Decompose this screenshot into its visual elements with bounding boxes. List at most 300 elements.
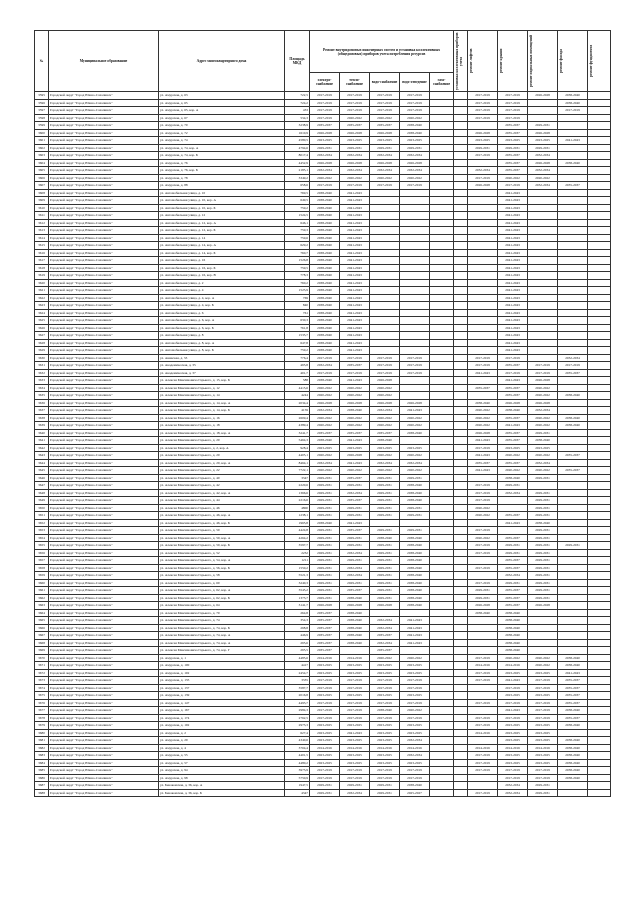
cell-sewer (400, 332, 430, 340)
cell-row-number: 3643 (35, 452, 49, 460)
table-row (35, 317, 611, 325)
cell-foundation (588, 114, 611, 122)
cell-row-number: 3660 (35, 579, 49, 587)
cell-row-number: 3598 (35, 114, 49, 122)
cell-gas (430, 639, 454, 647)
cell-water: 2038-2040 (370, 534, 400, 542)
cell-municipality: Городской округ "Город Южно-Сахалинск" (49, 714, 159, 722)
table-row (35, 699, 611, 707)
cell-sewer (400, 392, 430, 400)
cell-sewer: 2020-2022 (400, 414, 430, 422)
cell-area: 4415,6 (285, 384, 310, 392)
cell-gas (430, 174, 454, 182)
cell-facade (558, 167, 588, 175)
cell-row-number: 3664 (35, 609, 49, 617)
cell-roof: 2017-2019 (498, 774, 528, 782)
cell-roof: 2041-2043 (498, 377, 528, 385)
table-row (35, 579, 611, 587)
cell-water (370, 609, 400, 617)
cell-municipality: Городской округ "Город Южно-Сахалинск" (49, 137, 159, 145)
cell-electric: 2017-2019 (310, 714, 340, 722)
cell-facade (558, 444, 588, 452)
cell-roof: 2035-2037 (498, 167, 528, 175)
cell-gas (430, 377, 454, 385)
cell-metering (454, 534, 468, 542)
cell-metering (454, 722, 468, 730)
cell-row-number: 3657 (35, 557, 49, 565)
cell-facade (558, 339, 588, 347)
cell-metering (454, 152, 468, 160)
cell-municipality: Городской округ "Город Южно-Сахалинск" (49, 624, 159, 632)
cell-municipality: Городской округ "Город Южно-Сахалинск" (49, 557, 159, 565)
cell-heat: 2032-2034 (340, 489, 370, 497)
cell-electric: 2029-2031 (310, 542, 340, 550)
cell-metering (454, 129, 468, 137)
cell-basement: 2017-2019 (528, 714, 558, 722)
cell-address: ул. Амурская, д. 65, кор. А (159, 107, 285, 115)
cell-municipality: Городской округ "Город Южно-Сахалинск" (49, 407, 159, 415)
cell-elevator (468, 242, 498, 250)
cell-facade (558, 474, 588, 482)
cell-area: 840 (285, 302, 310, 310)
cell-heat: 2017-2019 (340, 767, 370, 775)
cell-area: 588 (285, 377, 310, 385)
cell-basement (528, 257, 558, 265)
cell-address: ул. Алексея Максимовича Горького, д. 50, кор. А (159, 534, 285, 542)
cell-sewer: 2029-2031 (400, 504, 430, 512)
cell-heat: 2023-2025 (340, 722, 370, 730)
cell-water: 2029-2031 (370, 482, 400, 490)
cell-address: ул. Бенакомская, д. 36, кор. А (159, 782, 285, 790)
cell-sewer (400, 609, 430, 617)
cell-metering (454, 767, 468, 775)
cell-water (370, 197, 400, 205)
cell-sewer: 2041-2043 (400, 407, 430, 415)
cell-address: ул. Алексея Максимовича Горького, д. 22 (159, 467, 285, 475)
cell-sewer: 2017-2019 (400, 767, 430, 775)
cell-elevator: 2017-2019 (468, 482, 498, 490)
table-row (35, 302, 611, 310)
cell-gas (430, 744, 454, 752)
cell-gas (430, 564, 454, 572)
cell-row-number: 3612 (35, 219, 49, 227)
cell-roof: 2041-2043 (498, 279, 528, 287)
cell-elevator (468, 257, 498, 265)
cell-sewer: 2038-2040 (400, 572, 430, 580)
cell-address: ул. Амурская, д. 135 (159, 677, 285, 685)
cell-gas (430, 482, 454, 490)
cell-area: 8017,4 (285, 152, 310, 160)
cell-roof (498, 527, 528, 535)
cell-heat: 2041-2043 (340, 377, 370, 385)
cell-facade: 2038-2040 (558, 414, 588, 422)
cell-electric: 2032-2034 (310, 362, 340, 370)
table-row (35, 182, 611, 190)
cell-area: 760,7 (285, 249, 310, 257)
cell-foundation (588, 512, 611, 520)
cell-basement (528, 332, 558, 340)
cell-gas (430, 279, 454, 287)
cell-roof: 2032-2034 (498, 489, 528, 497)
cell-electric: 2032-2034 (310, 407, 340, 415)
cell-foundation (588, 197, 611, 205)
cell-basement: 2029-2031 (528, 474, 558, 482)
cell-row-number: 3644 (35, 459, 49, 467)
cell-foundation (588, 774, 611, 782)
header-electric: электро-снабжение (310, 73, 340, 92)
cell-sewer (400, 234, 430, 242)
cell-municipality: Городской округ "Город Южно-Сахалинск" (49, 347, 159, 355)
cell-basement (528, 272, 558, 280)
cell-roof: 2041-2043 (498, 212, 528, 220)
cell-metering (454, 242, 468, 250)
cell-facade (558, 504, 588, 512)
cell-foundation (588, 204, 611, 212)
cell-water: 2029-2031 (370, 564, 400, 572)
cell-basement: 2020-2022 (528, 467, 558, 475)
cell-water (370, 204, 400, 212)
cell-address: ул. Алексея Максимовича Горького, д. 62, кор. Б (159, 594, 285, 602)
cell-municipality: Городской округ "Город Южно-Сахалинск" (49, 564, 159, 572)
cell-sewer (400, 212, 430, 220)
cell-foundation (588, 182, 611, 190)
cell-metering (454, 92, 468, 100)
cell-metering (454, 699, 468, 707)
cell-address: ул. Алексея Максимовича Горького, д. 58 (159, 572, 285, 580)
cell-row-number: 3676 (35, 699, 49, 707)
cell-municipality: Городской округ "Город Южно-Сахалинск" (49, 92, 159, 100)
cell-sewer: 2017-2019 (400, 354, 430, 362)
table-row (35, 339, 611, 347)
table-row (35, 429, 611, 437)
cell-basement (528, 227, 558, 235)
cell-area: 3347 (285, 474, 310, 482)
cell-metering (454, 339, 468, 347)
cell-address: ул. Автомобильная улица, д. 8 (159, 332, 285, 340)
cell-roof: 2017-2019 (498, 114, 528, 122)
cell-roof: 2041-2043 (498, 677, 528, 685)
cell-basement (528, 189, 558, 197)
cell-area: 1523,9 (285, 287, 310, 295)
cell-metering (454, 692, 468, 700)
cell-metering (454, 317, 468, 325)
cell-basement: 2017-2019 (528, 774, 558, 782)
cell-heat: 2023-2025 (340, 662, 370, 670)
cell-basement: 2029-2031 (528, 122, 558, 130)
cell-area: 534,3 (285, 114, 310, 122)
cell-foundation (588, 144, 611, 152)
table-row (35, 609, 611, 617)
cell-metering (454, 662, 468, 670)
header-water: водо-снабжение (370, 73, 400, 92)
cell-metering (454, 122, 468, 130)
cell-electric: 2029-2031 (310, 557, 340, 565)
cell-municipality: Городской округ "Город Южно-Сахалинск" (49, 542, 159, 550)
cell-address: ул. Амурская, д. 2 (159, 729, 285, 737)
table-row (35, 272, 611, 280)
cell-elevator: 2017-2019 (468, 714, 498, 722)
cell-water (370, 294, 400, 302)
cell-elevator (468, 287, 498, 295)
cell-roof: 2038-2040 (498, 639, 528, 647)
cell-facade (558, 534, 588, 542)
cell-water: 2020-2022 (370, 452, 400, 460)
cell-sewer: 2038-2040 (400, 489, 430, 497)
cell-electric: 2038-2040 (310, 197, 340, 205)
cell-heat: 2041-2043 (340, 272, 370, 280)
cell-municipality: Городской округ "Город Южно-Сахалинск" (49, 452, 159, 460)
cell-municipality: Городской округ "Город Южно-Сахалинск" (49, 279, 159, 287)
cell-electric: 2026-2028 (310, 159, 340, 167)
cell-facade (558, 519, 588, 527)
cell-area: 1373,7 (285, 594, 310, 602)
cell-electric: 2038-2040 (310, 302, 340, 310)
cell-sewer: 2038-2040 (400, 587, 430, 595)
cell-roof: 2041-2043 (498, 707, 528, 715)
cell-basement: 2032-2034 (528, 459, 558, 467)
cell-water (370, 302, 400, 310)
cell-elevator: 2038-2040 (468, 399, 498, 407)
cell-address: ул. Амурская, д. 55 (159, 752, 285, 760)
cell-elevator (468, 557, 498, 565)
cell-facade (558, 227, 588, 235)
cell-row-number: 3621 (35, 287, 49, 295)
cell-foundation (588, 459, 611, 467)
cell-basement (528, 609, 558, 617)
header-no: № (35, 31, 49, 92)
table-row (35, 594, 611, 602)
cell-metering (454, 564, 468, 572)
cell-address: ул. Амурская, д. 94 (159, 767, 285, 775)
cell-facade: 2041-2043 (558, 669, 588, 677)
cell-basement (528, 279, 558, 287)
cell-gas (430, 114, 454, 122)
cell-electric: 2035-2037 (310, 122, 340, 130)
cell-municipality: Городской округ "Город Южно-Сахалинск" (49, 114, 159, 122)
cell-heat: 2020-2022 (340, 414, 370, 422)
cell-address: ул. Амурская, д. 4 (159, 744, 285, 752)
cell-elevator: 2029-2031 (468, 587, 498, 595)
cell-gas (430, 422, 454, 430)
cell-foundation (588, 294, 611, 302)
cell-electric: 2023-2025 (310, 752, 340, 760)
cell-electric: 2023-2025 (310, 729, 340, 737)
cell-elevator (468, 234, 498, 242)
cell-basement: 2017-2019 (528, 369, 558, 377)
cell-area: 433 (285, 107, 310, 115)
cell-basement: 2017-2019 (528, 767, 558, 775)
cell-municipality: Городской округ "Город Южно-Сахалинск" (49, 489, 159, 497)
cell-roof: 2041-2043 (498, 272, 528, 280)
cell-roof: 2041-2043 (498, 234, 528, 242)
table-row (35, 767, 611, 775)
cell-foundation (588, 227, 611, 235)
cell-address: ул. Амурская, д. 63 (159, 92, 285, 100)
cell-row-number: 3645 (35, 467, 49, 475)
cell-water: 2026-2028 (370, 129, 400, 137)
cell-address: ул. Автомобильная улица, д. 12, кор. Б (159, 227, 285, 235)
cell-metering (454, 774, 468, 782)
cell-basement: 2029-2031 (528, 497, 558, 505)
cell-sewer: 2041-2043 (400, 639, 430, 647)
cell-address: ул. Алексея Максимовича Горького, д. 70 (159, 609, 285, 617)
cell-row-number: 3679 (35, 722, 49, 730)
cell-foundation (588, 444, 611, 452)
cell-area: 776,4 (285, 354, 310, 362)
cell-electric: 2029-2031 (310, 579, 340, 587)
cell-basement (528, 114, 558, 122)
cell-basement: 2023-2025 (528, 444, 558, 452)
cell-metering (454, 737, 468, 745)
cell-roof: 2017-2019 (498, 714, 528, 722)
cell-foundation (588, 174, 611, 182)
cell-water: 2029-2031 (370, 489, 400, 497)
cell-gas (430, 204, 454, 212)
cell-facade: 2038-2040 (558, 654, 588, 662)
cell-gas (430, 414, 454, 422)
cell-row-number: 3614 (35, 234, 49, 242)
cell-sewer: 2014-2016 (400, 744, 430, 752)
cell-facade: 2035-2037 (558, 699, 588, 707)
cell-facade: 2035-2037 (558, 714, 588, 722)
cell-elevator: 2020-2022 (468, 407, 498, 415)
cell-heat: 2014-2016 (340, 744, 370, 752)
cell-metering (454, 174, 468, 182)
cell-municipality: Городской округ "Город Южно-Сахалинск" (49, 482, 159, 490)
cell-facade: 2038-2040 (558, 759, 588, 767)
table-row (35, 174, 611, 182)
cell-row-number: 3669 (35, 647, 49, 655)
cell-area: 3704,4 (285, 744, 310, 752)
cell-basement (528, 482, 558, 490)
cell-gas (430, 497, 454, 505)
cell-heat: 2041-2043 (340, 189, 370, 197)
cell-metering (454, 542, 468, 550)
cell-facade (558, 459, 588, 467)
cell-area: 4480,2 (285, 759, 310, 767)
cell-row-number: 3613 (35, 227, 49, 235)
cell-address: ул. Алексея Максимовича Горького, д. 18 (159, 422, 285, 430)
cell-electric: 2029-2031 (310, 782, 340, 790)
cell-foundation (588, 549, 611, 557)
table-row (35, 497, 611, 505)
table-row (35, 752, 611, 760)
table-row (35, 549, 611, 557)
cell-elevator: 2017-2019 (468, 579, 498, 587)
header-sewer: водо-отведение (400, 73, 430, 92)
cell-sewer (400, 309, 430, 317)
cell-basement: 2029-2031 (528, 489, 558, 497)
cell-water: 2017-2019 (370, 99, 400, 107)
cell-address: ул. Автомобильная улица, д. 6, кор. А (159, 317, 285, 325)
cell-area: 2762,5 (285, 714, 310, 722)
cell-facade (558, 212, 588, 220)
cell-municipality: Городской округ "Город Южно-Сахалинск" (49, 459, 159, 467)
cell-municipality: Городской округ "Город Южно-Сахалинск" (49, 219, 159, 227)
cell-row-number: 3596 (35, 99, 49, 107)
cell-row-number: 3627 (35, 332, 49, 340)
cell-area: 2609,4 (285, 414, 310, 422)
cell-sewer: 2023-2025 (400, 669, 430, 677)
cell-sewer (400, 317, 430, 325)
table-row (35, 287, 611, 295)
cell-address: ул. Автомобильная улица, д. 10 (159, 189, 285, 197)
cell-gas (430, 257, 454, 265)
cell-foundation (588, 122, 611, 130)
cell-electric: 2023-2025 (310, 722, 340, 730)
cell-water: 2026-2028 (370, 159, 400, 167)
cell-row-number: 3629 (35, 347, 49, 355)
cell-basement (528, 339, 558, 347)
cell-municipality: Городской округ "Город Южно-Сахалинск" (49, 444, 159, 452)
cell-row-number: 3673 (35, 677, 49, 685)
cell-roof: 2014-2016 (498, 662, 528, 670)
cell-foundation (588, 302, 611, 310)
cell-elevator (468, 122, 498, 130)
header-gas: газо-снабжение (430, 73, 454, 92)
cell-address: ул. Алексея Максимовича Горького, д. 64 (159, 602, 285, 610)
cell-metering (454, 399, 468, 407)
cell-row-number: 3678 (35, 714, 49, 722)
table-row (35, 99, 611, 107)
cell-area: 2973,3 (285, 722, 310, 730)
cell-water: 2029-2031 (370, 549, 400, 557)
table-row (35, 519, 611, 527)
cell-municipality: Городской округ "Город Южно-Сахалинск" (49, 414, 159, 422)
cell-gas (430, 624, 454, 632)
cell-address: ул. Автомобильная улица, д. 14, кор. Б (159, 249, 285, 257)
cell-sewer: 2020-2022 (400, 452, 430, 460)
cell-water: 2032-2034 (370, 459, 400, 467)
cell-elevator: 2017-2019 (468, 362, 498, 370)
cell-municipality: Городской округ "Город Южно-Сахалинск" (49, 189, 159, 197)
cell-address: ул. Алексея Максимовича Горького, д. 42 (159, 482, 285, 490)
cell-heat: 2041-2043 (340, 317, 370, 325)
cell-area: 1947,5 (285, 782, 310, 790)
cell-gas (430, 129, 454, 137)
table-row (35, 534, 611, 542)
cell-row-number: 3607 (35, 182, 49, 190)
cell-gas (430, 159, 454, 167)
cell-address: ул. Амурская, д. 78 (159, 174, 285, 182)
cell-area: 1366,6 (285, 489, 310, 497)
cell-basement: 2029-2031 (528, 429, 558, 437)
cell-facade (558, 587, 588, 595)
cell-water (370, 189, 400, 197)
cell-roof: 2029-2031 (498, 542, 528, 550)
cell-water: 2020-2022 (370, 654, 400, 662)
cell-address: ул. Амурская, д. 70 (159, 122, 285, 130)
cell-electric: 2020-2022 (310, 467, 340, 475)
cell-roof: 2017-2019 (498, 354, 528, 362)
cell-roof: 2035-2037 (498, 122, 528, 130)
cell-heat: 2026-2028 (340, 129, 370, 137)
cell-basement (528, 309, 558, 317)
cell-sewer: 2038-2040 (400, 594, 430, 602)
cell-foundation (588, 684, 611, 692)
cell-area: 2216,6 (285, 497, 310, 505)
cell-facade (558, 497, 588, 505)
cell-roof: 2020-2022 (498, 452, 528, 460)
cell-area: 759,2 (285, 347, 310, 355)
cell-heat: 2020-2022 (340, 384, 370, 392)
cell-elevator: 2020-2022 (468, 504, 498, 512)
cell-foundation (588, 159, 611, 167)
cell-sewer: 2038-2040 (400, 782, 430, 790)
cell-heat: 2026-2028 (340, 602, 370, 610)
cell-foundation (588, 219, 611, 227)
cell-sewer: 2032-2034 (400, 167, 430, 175)
